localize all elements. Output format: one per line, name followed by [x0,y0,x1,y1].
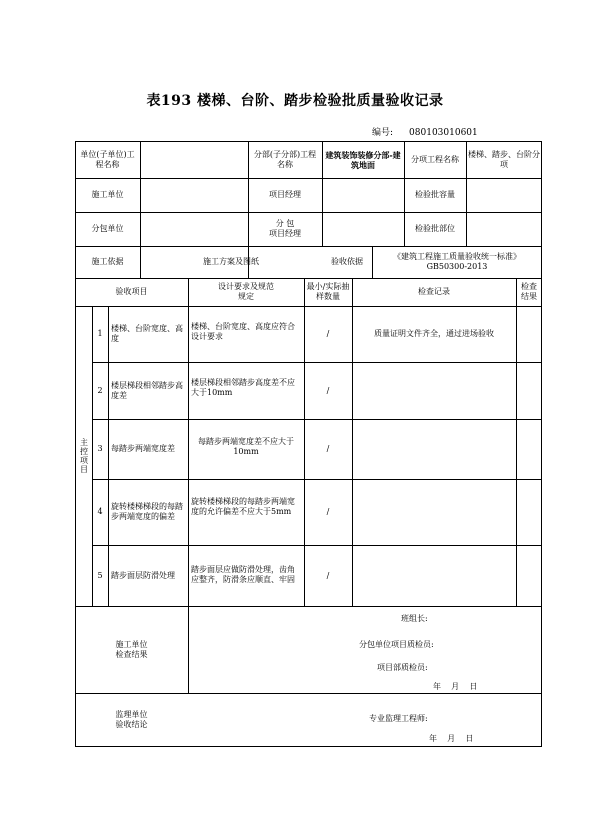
subitem-project-name-value: 楼梯、踏步、台阶分项 [468,149,540,169]
contractor-value[interactable] [140,178,248,212]
row-design-requirement: 楼梯、台阶宽度、高度应符合设计要求 [191,322,295,341]
unit-project-name-value[interactable] [140,141,248,178]
subcontractor-label: 分包单位 [91,224,124,233]
col-header-sample: 最小/实际抽样数量 [306,282,350,301]
row-sample-count: / [326,507,330,516]
row-number: 3 [97,444,103,453]
row-sample-count: / [326,329,330,338]
row-check-result[interactable] [516,362,542,419]
col-header-item: 验收项目 [115,287,148,296]
row-item: 楼梯、台阶宽度、高度 [111,324,183,343]
row-sample-count: / [326,385,330,395]
acceptance-basis-value: 《建筑工程施工质量验收统一标准》GB50300-2013 [393,252,521,271]
supervising-engineer-signature[interactable]: 专业监理工程师: [369,714,428,723]
row-check-record[interactable] [352,545,516,606]
project-inspector-signature[interactable]: 项目部质检员: [377,663,428,672]
col-header-design: 设计要求及规范规定 [218,282,274,301]
col-header-record: 检查记录 [418,287,450,296]
project-manager-label: 项目经理 [269,190,301,199]
construction-basis-label: 施工依据 [91,257,124,266]
row-design-requirement: 楼层梯段相邻踏步高度差不应大于10mm [191,378,295,397]
row-check-record[interactable] [352,362,516,419]
main-control-items-label: 主控项目 [79,438,89,474]
row-check-record: 质量证明文件齐全，通过进场验收 [374,329,494,338]
row-sample-count: / [326,444,330,453]
supervisor-date[interactable]: 年 月 日 [429,734,474,743]
record-code [372,125,478,138]
row-number: 1 [97,329,103,338]
batch-capacity-value[interactable] [466,178,542,212]
row-number: 2 [97,385,103,395]
contractor-check-result-label: 施工单位 检查结果 [115,639,148,659]
construction-basis-value: 施工方案及图纸 [203,257,259,266]
code-value: 080103010601 [409,128,478,138]
division-project-name-label: 分部(子分部)工程名称 [253,149,317,169]
page-title: 表193 楼梯、台阶、踏步检验批质量验收记录 [146,93,444,109]
subcontractor-value[interactable] [140,212,248,246]
row-check-result[interactable] [516,479,542,545]
row-check-result[interactable] [516,306,542,362]
row-sample-count: / [326,570,330,580]
acceptance-basis-label: 验收依据 [331,257,363,266]
sub-project-manager-value[interactable] [322,212,404,246]
row-check-result[interactable] [516,419,542,479]
row-check-record[interactable] [352,419,516,479]
row-number: 5 [97,570,103,580]
project-manager-value[interactable] [322,178,404,212]
batch-capacity-label: 检验批容量 [415,190,455,199]
row-item: 楼层梯段相邻踏步高度差 [111,380,183,400]
row-design-requirement: 旋转楼梯梯段的每踏步两端宽度的允许偏差不应大于5mm [191,497,295,516]
contractor-date[interactable]: 年 月 日 [433,682,478,691]
batch-location-value[interactable] [466,212,542,246]
contractor-label: 施工单位 [91,190,124,199]
division-project-name-value: 建筑装饰装修分部-建筑地面 [325,149,401,170]
row-item: 踏步面层防滑处理 [111,570,175,580]
row-design-requirement: 每踏步两端宽度差不应大于10mm [198,437,294,456]
row-check-result[interactable] [516,545,542,606]
row-item: 每踏步两端宽度差 [111,444,175,453]
batch-location-label: 检验批部位 [415,224,455,233]
team-leader-signature[interactable]: 班组长: [401,614,428,623]
col-header-result: 检查结果 [521,282,537,301]
row-design-requirement: 踏步面层应做防滑处理，齿角应整齐，防滑条应顺直、牢固 [191,565,295,584]
row-number: 4 [97,507,103,516]
row-item: 旋转楼梯梯段的每踏步两端宽度的偏差 [111,502,183,521]
unit-project-name-label: 单位(子单位)工程名称 [80,149,135,169]
supervisor-conclusion-label: 监理单位 验收结论 [115,710,148,729]
sub-inspector-signature[interactable]: 分包单位项目质检员: [359,640,434,649]
code-label: 编号: [372,128,394,138]
row-check-record[interactable] [352,479,516,545]
subitem-project-name-label: 分项工程名称 [411,154,459,164]
sub-project-manager-label: 分 包 项目经理 [269,219,301,238]
